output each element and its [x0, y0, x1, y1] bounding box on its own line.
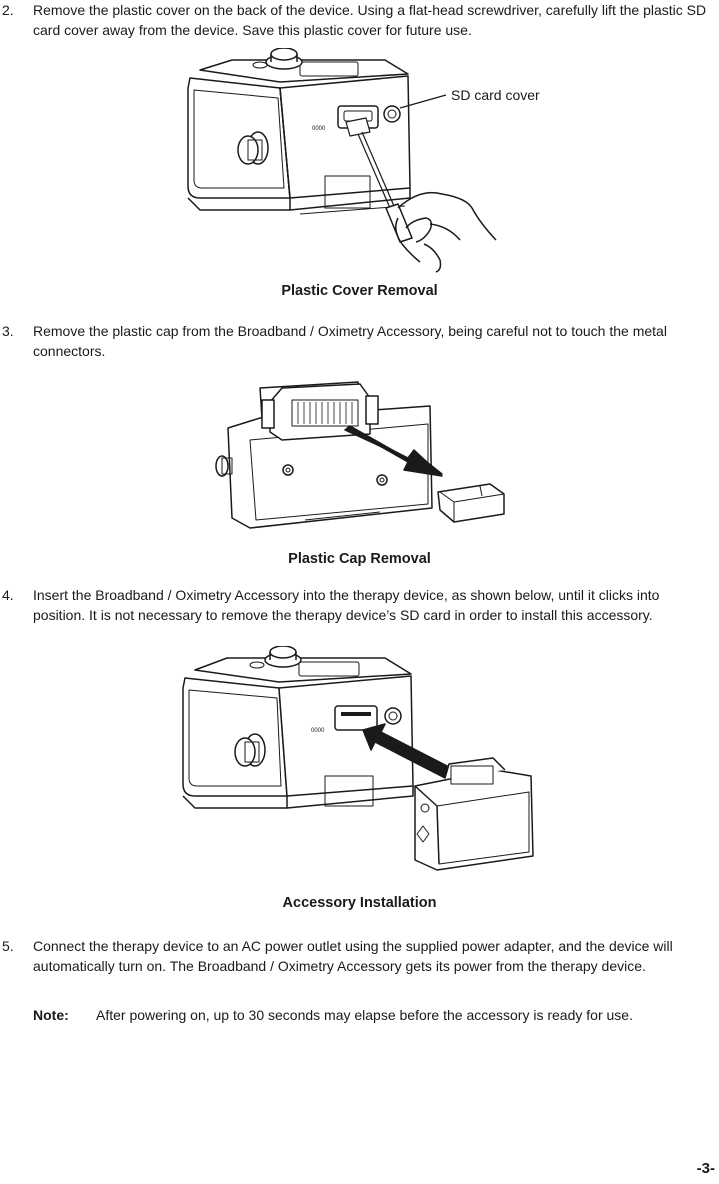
figure-caption-accessory-installation: Accessory Installation [282, 895, 437, 911]
page-number: -3- [696, 1160, 715, 1177]
figure-caption-plastic-cap-removal: Plastic Cap Removal [288, 551, 431, 567]
step-number: 4. [2, 587, 14, 603]
sd-card-cover-callout: SD card cover [451, 87, 540, 103]
step-number: 5. [2, 938, 14, 954]
note-label: Note: [33, 1007, 69, 1023]
svg-text:0000: 0000 [311, 728, 325, 734]
note-text: After powering on, up to 30 seconds may elapse before the accessory is ready for use. [96, 1007, 633, 1023]
step-4 [0, 585, 719, 645]
step-number: 2. [2, 2, 14, 18]
figure-caption-plastic-cover-removal: Plastic Cover Removal [281, 283, 438, 299]
accessory-installation-illustration [175, 646, 545, 876]
step-5 [0, 936, 719, 996]
step-3 [0, 321, 719, 361]
step-text: Remove the plastic cover on the back of the device. Using a flat-head screwdriver, carefully lift the plastic SD card cover away from the device. Save this plastic cover for future use. [33, 2, 707, 38]
step-number: 3. [2, 323, 14, 339]
plastic-cover-removal-illustration [180, 48, 570, 276]
step-2 [0, 0, 719, 40]
step-text: Remove the plastic cap from the Broadband / Oximetry Accessory, being careful not to touch the metal connectors. [33, 323, 667, 359]
step-text: Connect the therapy device to an AC power outlet using the supplied power adapter, and the device will automatically turn on. The Broadband / Oximetry Accessory gets its power from the therapy device. [33, 938, 673, 974]
step-text: Insert the Broadband / Oximetry Accessory into the therapy device, as shown below, until it clicks into position. It is not necessary to remove the therapy device’s SD card in order to install this accessory. [33, 587, 660, 623]
plastic-cap-removal-illustration [210, 378, 510, 538]
svg-text:0000: 0000 [312, 126, 326, 132]
